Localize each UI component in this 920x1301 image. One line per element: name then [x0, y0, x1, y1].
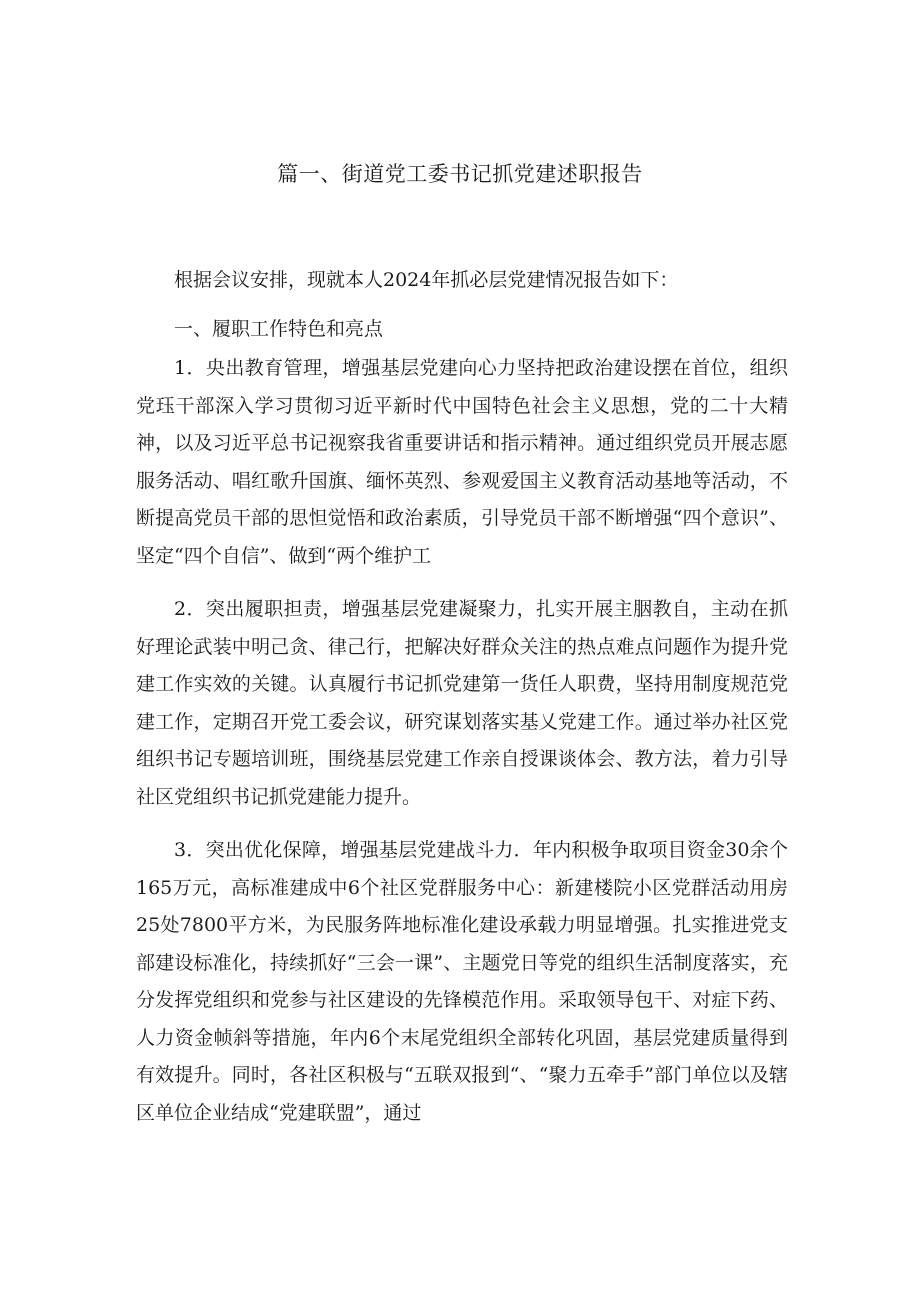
document-title: 篇一、街道党工委书记抓党建述职报告	[277, 162, 643, 186]
section-heading: 一、履职工作特色和亮点	[174, 317, 384, 340]
document-body	[136, 262, 788, 1148]
body-paragraph-2: 2．突出履职担责，增强基层党建凝聚力，扎实开展主胭教自，主动在抓好理论武装中明己贪、律己行，把解决好群众关注的热点难点问题作为提升党建工作实效的关键。认真履行书记抓党建第一货任人职费，坚持用制度规范党建工作，定期召开党工委会议，研究谋划落实基乂党建工作。通过举办社区党组织书记专题培训班，围绕基层党建工作亲自授课谈体会、教方法，着力引导社区党组织书记抓党建能力提升。	[136, 598, 788, 808]
body-paragraph-1: 1．央出教育管理，增强基层党建向心力坚持把政治建设摆在首位，组织党珏干部深入学习贯彻习近平新时代中国特色社会主义思想，党的二十大精神，以及习近平总书记视察我省重要讲话和指示精神。通过组织党员开展志愿服务活动、唱红歌升国旗、缅怀英烈、参观爱国主义教育活动基地等活动，不断提高党员干部的思怛觉悟和政治素质，引导党员干部不断增强“四个意识”、坚定“四个自信”、做到“两个维护工	[136, 357, 788, 567]
intro-paragraph: 根据会议安排，现就本人2024年抓必层党建情况报告如下：	[174, 269, 679, 291]
body-paragraph-3: 3．突出优化保障，增强基层党建战斗力．年内积极争取项目资金30余个165万元，高标准建成中6个社区党群服务中心：新建楼院小区党群活动用房25处7800平方米，为民服务阵地标准化建设承载力明显增强。扎实推进党支部建设标准化，持续抓好“三会一课”、主题党日等党的组织生活制度落实，充分发挥党组织和党参与社区建设的先锋模范作用。采取领导包干、对症下药、人力资金帧斜等措施，年内6个末尾党组织全部转化巩固，基层党建质量得到有效提升。同时，各社区积极与“五联双报到“、“聚力五牵手”部门单位以及辖区单位企业结成“党建联盟”，通过	[136, 839, 788, 1124]
